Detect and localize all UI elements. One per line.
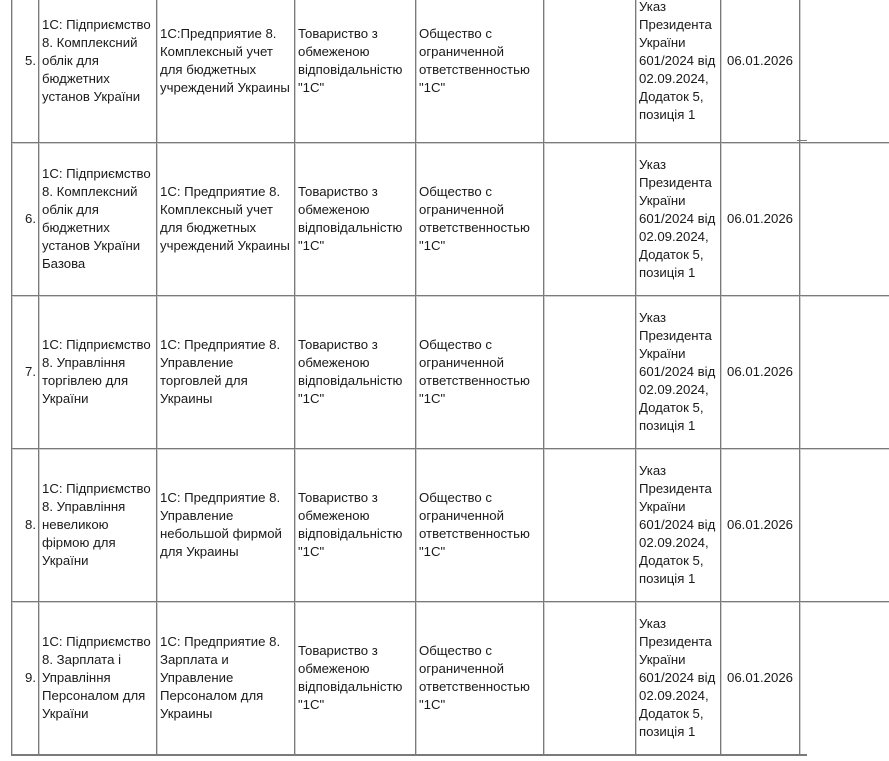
software-name-ru: 1С: Предприятие 8. Зарплата и Управление Персоналом для Украины: [156, 601, 294, 754]
effective-date: 06.01.2026: [720, 295, 799, 448]
owner-name-ua: Товариство з обмеженою відповідальністю "1С": [294, 601, 415, 754]
owner-name-ru: Общество с ограниченной ответственностью "1С": [415, 601, 543, 754]
row-number: 5.: [11, 0, 38, 142]
legal-basis: Указ Президента України 601/2024 від 02.09.2024, Додаток 5, позиція 1: [635, 601, 720, 754]
row-number: 9.: [11, 601, 38, 754]
trailing-cell: [799, 142, 889, 295]
software-name-ua: 1С: Підприємство 8. Управління торгівлею для України: [38, 295, 156, 448]
software-name-ru: 1С: Предприятие 8. Управление торговлей для Украины: [156, 295, 294, 448]
row-number: 6.: [11, 142, 38, 295]
table-row: [11, 295, 889, 448]
table-row: [11, 0, 889, 142]
effective-date: 06.01.2026: [720, 0, 799, 142]
legal-basis: Указ Президента України 601/2024 від 02.09.2024, Додаток 5, позиція 1: [635, 295, 720, 448]
owner-name-ua: Товариство з обмеженою відповідальністю "1С": [294, 0, 415, 142]
sanctions-table: [11, 0, 889, 754]
software-name-ru: 1С:Предприятие 8. Комплексный учет для бюджетных учреждений Украины: [156, 0, 294, 142]
table-row: [11, 142, 889, 295]
effective-date: 06.01.2026: [720, 142, 799, 295]
trailing-cell: [799, 0, 889, 142]
software-name-ua: 1С: Підприємство 8. Зарплата і Управління Персоналом для України: [38, 601, 156, 754]
empty-cell: [543, 448, 635, 601]
effective-date: 06.01.2026: [720, 601, 799, 754]
trailing-cell: [799, 295, 889, 448]
owner-name-ua: Товариство з обмеженою відповідальністю "1С": [294, 295, 415, 448]
table-row: [11, 601, 889, 754]
software-name-ru: 1С: Предприятие 8. Комплексный учет для бюджетных учреждений Украины: [156, 142, 294, 295]
owner-name-ua: Товариство з обмеженою відповідальністю "1С": [294, 142, 415, 295]
software-name-ua: 1С: Підприємство 8. Комплексний облік для бюджетних установ України: [38, 0, 156, 142]
software-name-ru: 1С: Предприятие 8. Управление небольшой фирмой для Украины: [156, 448, 294, 601]
table-bottom-border: [11, 754, 807, 756]
table-body: [11, 0, 889, 754]
row-number: 8.: [11, 448, 38, 601]
table-edge-tick: [797, 140, 807, 141]
empty-cell: [543, 142, 635, 295]
legal-basis: Указ Президента України 601/2024 від 02.09.2024, Додаток 5, позиція 1: [635, 448, 720, 601]
legal-basis: Указ Президента України 601/2024 від 02.09.2024, Додаток 5, позиція 1: [635, 142, 720, 295]
trailing-cell: [799, 601, 889, 754]
table-row: [11, 448, 889, 601]
owner-name-ru: Общество с ограниченной ответственностью "1С": [415, 0, 543, 142]
trailing-cell: [799, 448, 889, 601]
owner-name-ru: Общество с ограниченной ответственностью "1С": [415, 142, 543, 295]
owner-name-ru: Общество с ограниченной ответственностью "1С": [415, 448, 543, 601]
empty-cell: [543, 295, 635, 448]
software-name-ua: 1С: Підприємство 8. Комплексний облік для бюджетних установ України Базова: [38, 142, 156, 295]
empty-cell: [543, 0, 635, 142]
legal-basis: Указ Президента України 601/2024 від 02.09.2024, Додаток 5, позиція 1: [635, 0, 720, 142]
owner-name-ua: Товариство з обмеженою відповідальністю "1С": [294, 448, 415, 601]
effective-date: 06.01.2026: [720, 448, 799, 601]
software-name-ua: 1С: Підприємство 8. Управління невеликою фірмою для України: [38, 448, 156, 601]
owner-name-ru: Общество с ограниченной ответственностью "1С": [415, 295, 543, 448]
row-number: 7.: [11, 295, 38, 448]
empty-cell: [543, 601, 635, 754]
